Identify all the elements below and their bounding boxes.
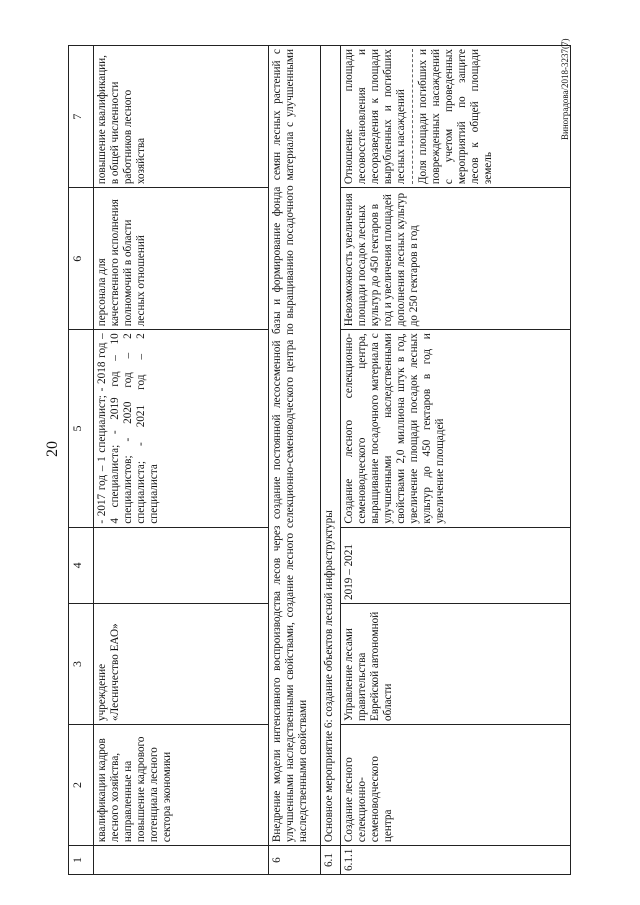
indicator-text-b: Доля площади погибших и поврежденных насаждений с учетом проведенных мероприятий по защите лесов к общей площади земель: [417, 49, 494, 185]
rotated-table-wrapper: [68, 45, 616, 875]
cell-section-6: Внедрение модели интенсивного воспроизводства лесов через создание постоянной лесосеменной базы и формирование фонда семян лесных растений с улучшенными наследственными свойствами, создание лесного селекционно-семеноводческого центра по выращиванию посадочного материала с улучшенными наследственными свойствами: [269, 46, 321, 846]
cell-event: квалификации кадров лесного хозяйства, направленные на повышение кадрового потенциала лесного сектора экономики: [94, 725, 269, 846]
cell-num: [94, 846, 269, 875]
col-header-6: 6: [69, 188, 94, 330]
col-header-4: 4: [69, 527, 94, 603]
cell-responsible-6-1-1: Управление лесами правительства Еврейской автономной области: [341, 603, 571, 724]
col-header-5: 5: [69, 330, 94, 527]
cell-consequence-6-1-1: Невозможность увеличения площади посадок лесных культур до 450 гектаров в год и увеличения площадей дополнения лесных культур до 250 гектаров в год: [341, 188, 571, 330]
table-row-6: [269, 46, 321, 875]
cell-num-6-1-1: 6.1.1: [341, 846, 571, 875]
col-header-3: 3: [69, 603, 94, 724]
document-code: Виноградова/2018-3237(7): [560, 38, 570, 140]
page-number: 20: [44, 441, 61, 457]
cell-result-6-1-1: Создание лесного селекционно-семеноводческого центра, выращивание посадочного материала с улучшенными наследственными свойствами 2,0 миллиона штук в год, увеличение площади посадок лесных культур до 450 гектаров в год и увеличение площадей: [341, 330, 571, 527]
cell-event-6-1-1: Создание лесного селекционно-семеноводческого центра: [341, 725, 571, 846]
col-header-2: 2: [69, 725, 94, 846]
col-header-1: 1: [69, 846, 94, 875]
cell-responsible: учреждение «Лесничество ЕАО»: [94, 603, 269, 724]
cell-indicator: повышение квалификации, в общей численности работников лесного хозяйства: [94, 46, 269, 188]
cell-num-6-1: 6.1: [321, 846, 341, 875]
table-row-6-1-1: [341, 46, 571, 875]
cell-indicator-6-1-1: [341, 46, 571, 188]
cell-period-6-1-1: 2019 – 2021: [341, 527, 571, 603]
col-header-7: 7: [69, 46, 94, 188]
cell-consequence: персонала для качественного исполнения полномочий в области лесных отношений: [94, 188, 269, 330]
cell-result: - 2017 год – 1 специалист; - 2018 год – 4 специалиста; - 2019 год – 10 специалистов; - 2020 год – 2 специалиста; - 2021 год – 2 специалиста: [94, 330, 269, 527]
table-row-6-1: [321, 46, 341, 875]
indicator-text-a: Отношение площади лесовосстановления и лесоразведения к площади вырубленных и погибших лесных насаждений: [343, 49, 407, 185]
header-row: [69, 46, 94, 875]
plan-table: [68, 45, 571, 875]
cell-subsection-6-1: Основное мероприятие 6: создание объектов лесной инфраструктуры: [321, 46, 341, 846]
table-row-continued: [94, 46, 269, 875]
indicator-divider: [412, 49, 413, 184]
cell-period: [94, 527, 269, 603]
cell-num-6: 6: [269, 846, 321, 875]
